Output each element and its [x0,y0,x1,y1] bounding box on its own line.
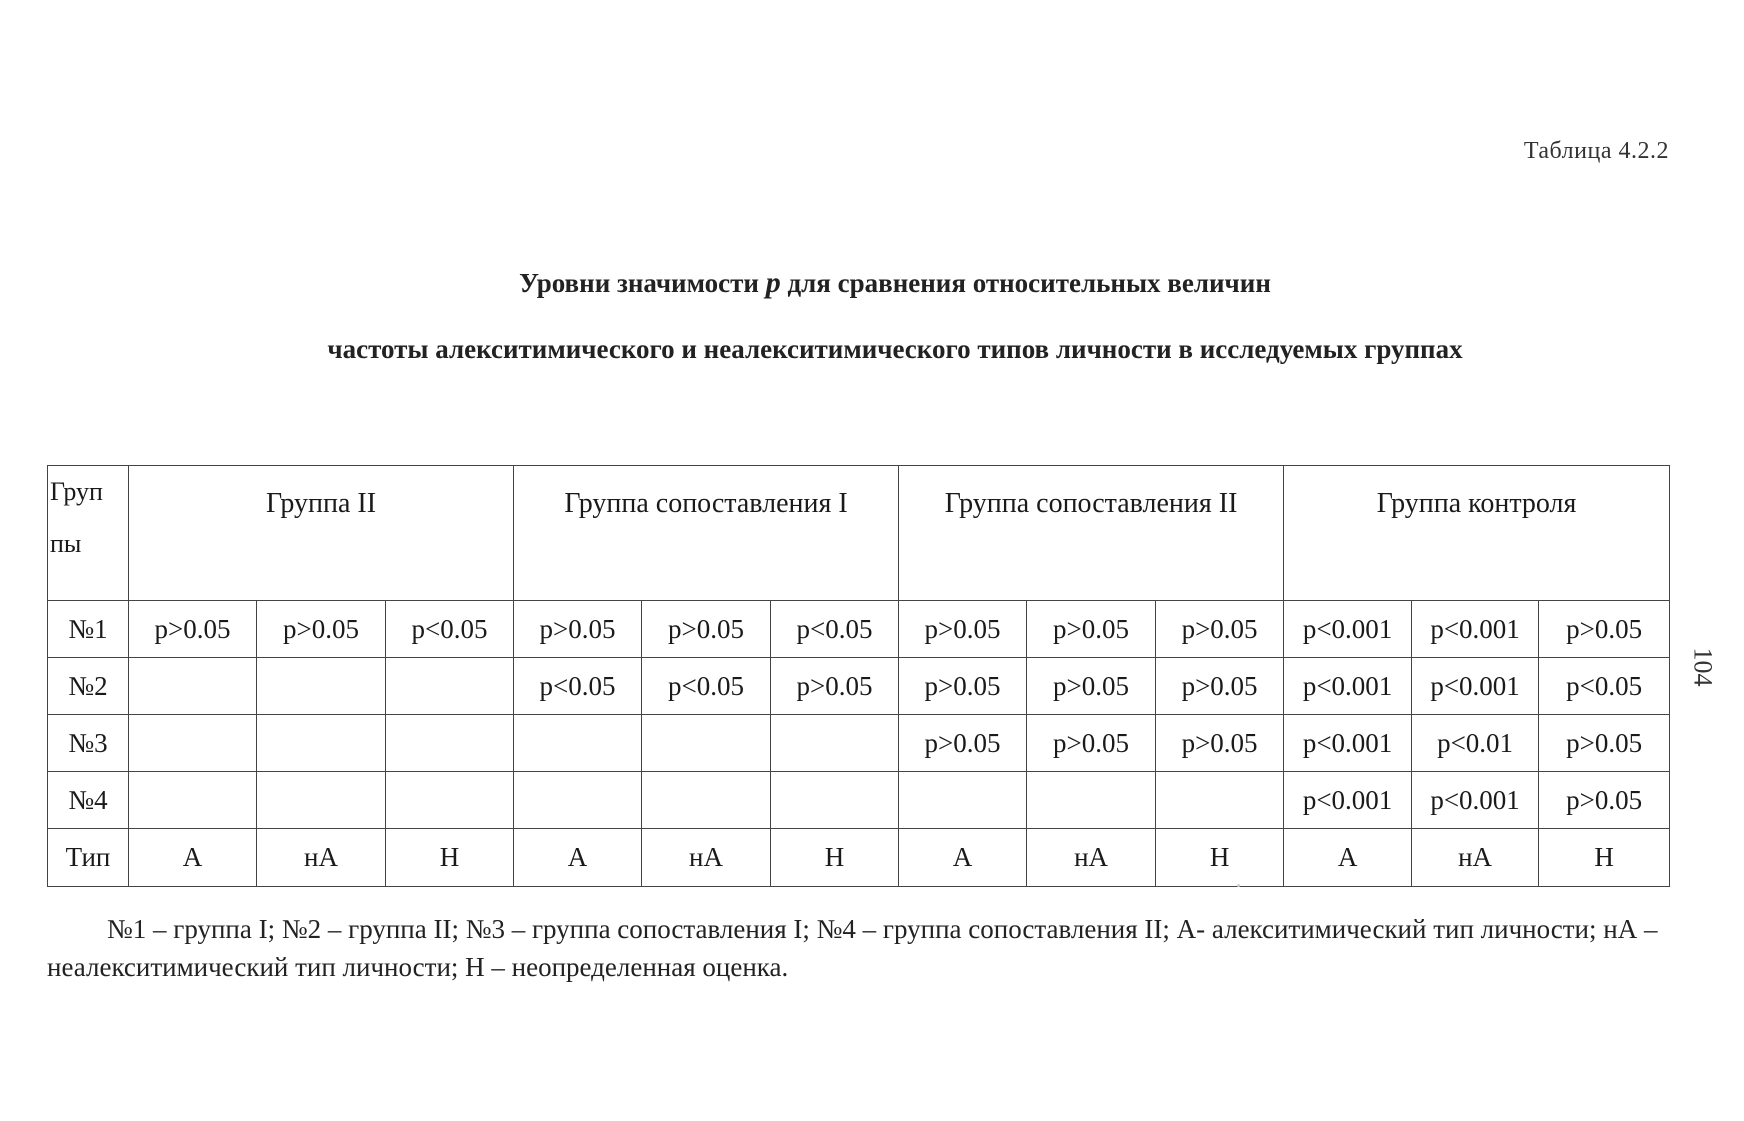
p-value-cell [514,772,642,829]
p-value-cell: p<0.05 [642,658,771,715]
type-cell: Н [771,829,899,887]
type-row [48,829,1670,887]
table-row [48,772,1670,829]
p-value-cell [257,658,386,715]
p-value-cell [129,772,257,829]
table-row [48,715,1670,772]
p-value-cell [386,772,514,829]
p-value-cell: p>0.05 [1156,658,1284,715]
p-value-cell: p>0.05 [129,601,257,658]
row-label-cell: Тип [48,829,129,887]
p-value-cell: p<0.05 [386,601,514,658]
table-title-line-1 [0,266,1744,300]
type-cell: нА [1412,829,1539,887]
p-value-cell: p>0.05 [1027,658,1156,715]
p-value-cell [771,715,899,772]
group-header-cell: Группа II [129,466,514,601]
row-label-cell: №1 [48,601,129,658]
group-header-cell: Группа сопоставления II [899,466,1284,601]
p-value-cell: p>0.05 [1027,601,1156,658]
group-header-cell: Группа сопоставления I [514,466,899,601]
table-footnote: №1 – группа I; №2 – группа II; №3 – группа сопоставления I; №4 – группа сопоставления II; А- алекситимический тип личности; нА – неалекситимический тип личности; Н – неопределенная оценка. [47,914,1658,982]
type-cell: Н [386,829,514,887]
p-value-cell: p<0.01 [1412,715,1539,772]
p-value-cell: p>0.05 [1539,715,1670,772]
p-value-cell [257,772,386,829]
p-value-cell [642,772,771,829]
type-cell: А [899,829,1027,887]
p-value-cell [386,715,514,772]
p-value-cell: p>0.05 [642,601,771,658]
row-label-cell: №2 [48,658,129,715]
type-cell: нА [642,829,771,887]
row-label-cell: №4 [48,772,129,829]
p-value-cell: p>0.05 [514,601,642,658]
type-cell: Н [1156,829,1284,887]
p-value-cell [642,715,771,772]
p-value-cell: p>0.05 [1539,772,1670,829]
p-value-cell: p>0.05 [1027,715,1156,772]
table-number-label: Таблица 4.2.2 [1523,138,1669,164]
p-value-cell [257,715,386,772]
p-value-cell: p<0.001 [1284,658,1412,715]
table-header-row [48,466,1670,601]
p-value-cell: p>0.05 [771,658,899,715]
significance-table [47,465,1670,887]
type-cell: Н [1539,829,1670,887]
p-value-cell: p>0.05 [1156,715,1284,772]
type-cell: А [1284,829,1412,887]
p-value-cell [771,772,899,829]
p-value-cell [899,772,1027,829]
p-value-cell: p>0.05 [1539,601,1670,658]
group-header-cell: Группа контроля [1284,466,1670,601]
p-value-cell: p>0.05 [899,658,1027,715]
p-value-cell [1156,772,1284,829]
scan-speck [1237,884,1240,887]
title-text-after-variable: для сравнения относительных величин [780,268,1271,298]
row-label-cell: №3 [48,715,129,772]
p-value-cell: p<0.001 [1284,772,1412,829]
p-value-cell: p<0.05 [1539,658,1670,715]
type-cell: нА [257,829,386,887]
p-value-cell [386,658,514,715]
type-cell: А [129,829,257,887]
corner-header-cell: Груп пы [48,466,129,601]
p-value-cell: p>0.05 [899,715,1027,772]
p-value-cell [514,715,642,772]
p-value-cell [1027,772,1156,829]
title-variable-p: p [765,266,781,299]
p-value-cell: p<0.001 [1412,772,1539,829]
p-value-cell: p<0.001 [1412,601,1539,658]
table-row [48,658,1670,715]
p-value-cell: p<0.05 [771,601,899,658]
p-value-cell [129,715,257,772]
p-value-cell: p<0.05 [514,658,642,715]
p-value-cell: p<0.001 [1284,715,1412,772]
p-value-cell: p>0.05 [257,601,386,658]
p-value-cell: p>0.05 [899,601,1027,658]
p-value-cell: p<0.001 [1412,658,1539,715]
table-row [48,601,1670,658]
p-value-cell: p<0.001 [1284,601,1412,658]
type-cell: нА [1027,829,1156,887]
type-cell: А [514,829,642,887]
title-text-before-variable: Уровни значимости [519,268,766,298]
table-body [48,466,1670,887]
page-number: 104 [1688,647,1718,687]
p-value-cell: p>0.05 [1156,601,1284,658]
p-value-cell [129,658,257,715]
table-title-line-2: частоты алекситимического и неалекситимического типов личности в исследуемых группах [327,334,1463,364]
